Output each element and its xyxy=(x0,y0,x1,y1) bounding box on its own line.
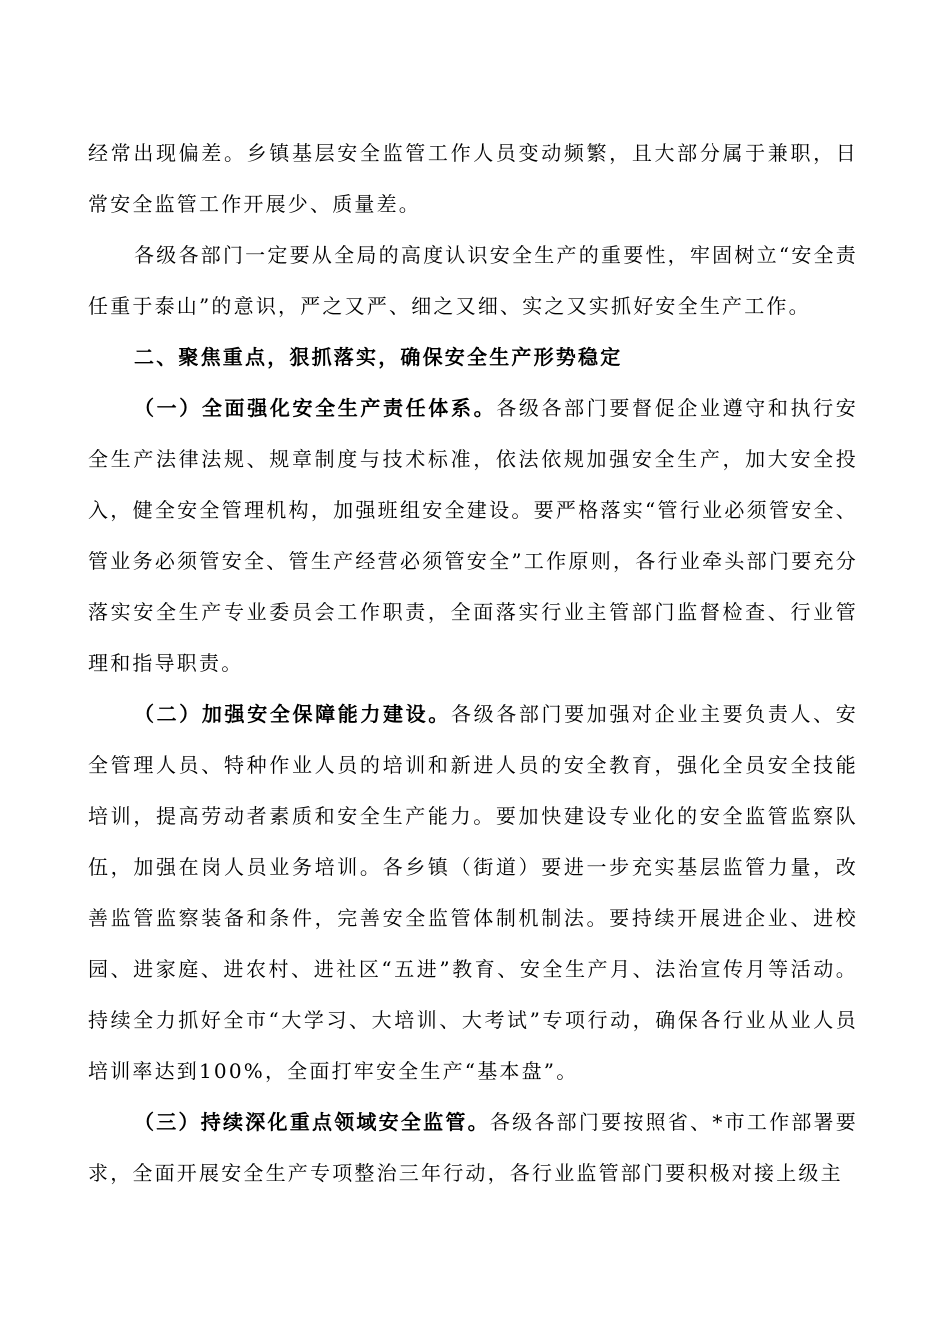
paragraph-text: 各级各部门要按照省、*市工作部署要求，全面开展安全生产专项整治三年行动，各行业监管部门要积极对接上级主 xyxy=(88,1110,859,1185)
section-heading xyxy=(88,332,858,383)
paragraph-text: 经常出现偏差。乡镇基层安全监管工作人员变动频繁，且大部分属于兼职，日常安全监管工作开展少、质量差。 xyxy=(88,141,858,216)
paragraph-text: 各级各部门要加强对企业主要负责人、安全管理人员、特种作业人员的培训和新进人员的安全教育，强化全员安全技能培训，提高劳动者素质和安全生产能力。要加快建设专业化的安全监管监察队伍，加强在岗人员业务培训。各乡镇（街道）要进一步充实基层监管力量，改善监管监察装备和条件，完善安全监管体制机制法。要持续开展进企业、进校园、进家庭、进农村、进社区“五进”教育、安全生产月、法治宣传月等活动。持续全力抓好全市“大学习、大培训、大考试”专项行动，确保各行业从业人员培训率达到100%，全面打牢安全生产“基本盘”。 xyxy=(88,702,858,1083)
paragraph-continuation xyxy=(88,128,858,230)
paragraph-responsibility xyxy=(88,383,858,689)
paragraph-awareness xyxy=(88,230,858,332)
paragraph-text: 各级各部门要督促企业遵守和执行安全生产法律法规、规章制度与技术标准，依法依规加强安全生产，加大安全投入，健全安全管理机构，加强班组安全建设。要严格落实“管行业必须管安全、管业务必须管安全、管生产经营必须管安全”工作原则，各行业牵头部门要充分落实安全生产专业委员会工作职责，全面落实行业主管部门监督检查、行业管理和指导职责。 xyxy=(88,396,858,675)
paragraph-lead: （二）加强安全保障能力建设。 xyxy=(134,702,451,726)
paragraph-supervision xyxy=(88,1097,858,1199)
document-page xyxy=(88,128,858,1199)
section-heading-text: 二、聚焦重点，狠抓落实，确保安全生产形势稳定 xyxy=(134,345,623,369)
paragraph-lead: （三）持续深化重点领域安全监管。 xyxy=(134,1110,490,1134)
paragraph-lead: （一）全面强化安全生产责任体系。 xyxy=(134,396,497,420)
paragraph-capacity xyxy=(88,689,858,1097)
paragraph-text: 各级各部门一定要从全局的高度认识安全生产的重要性，牢固树立“安全责任重于泰山”的意识，严之又严、细之又细、实之又实抓好安全生产工作。 xyxy=(88,243,858,318)
